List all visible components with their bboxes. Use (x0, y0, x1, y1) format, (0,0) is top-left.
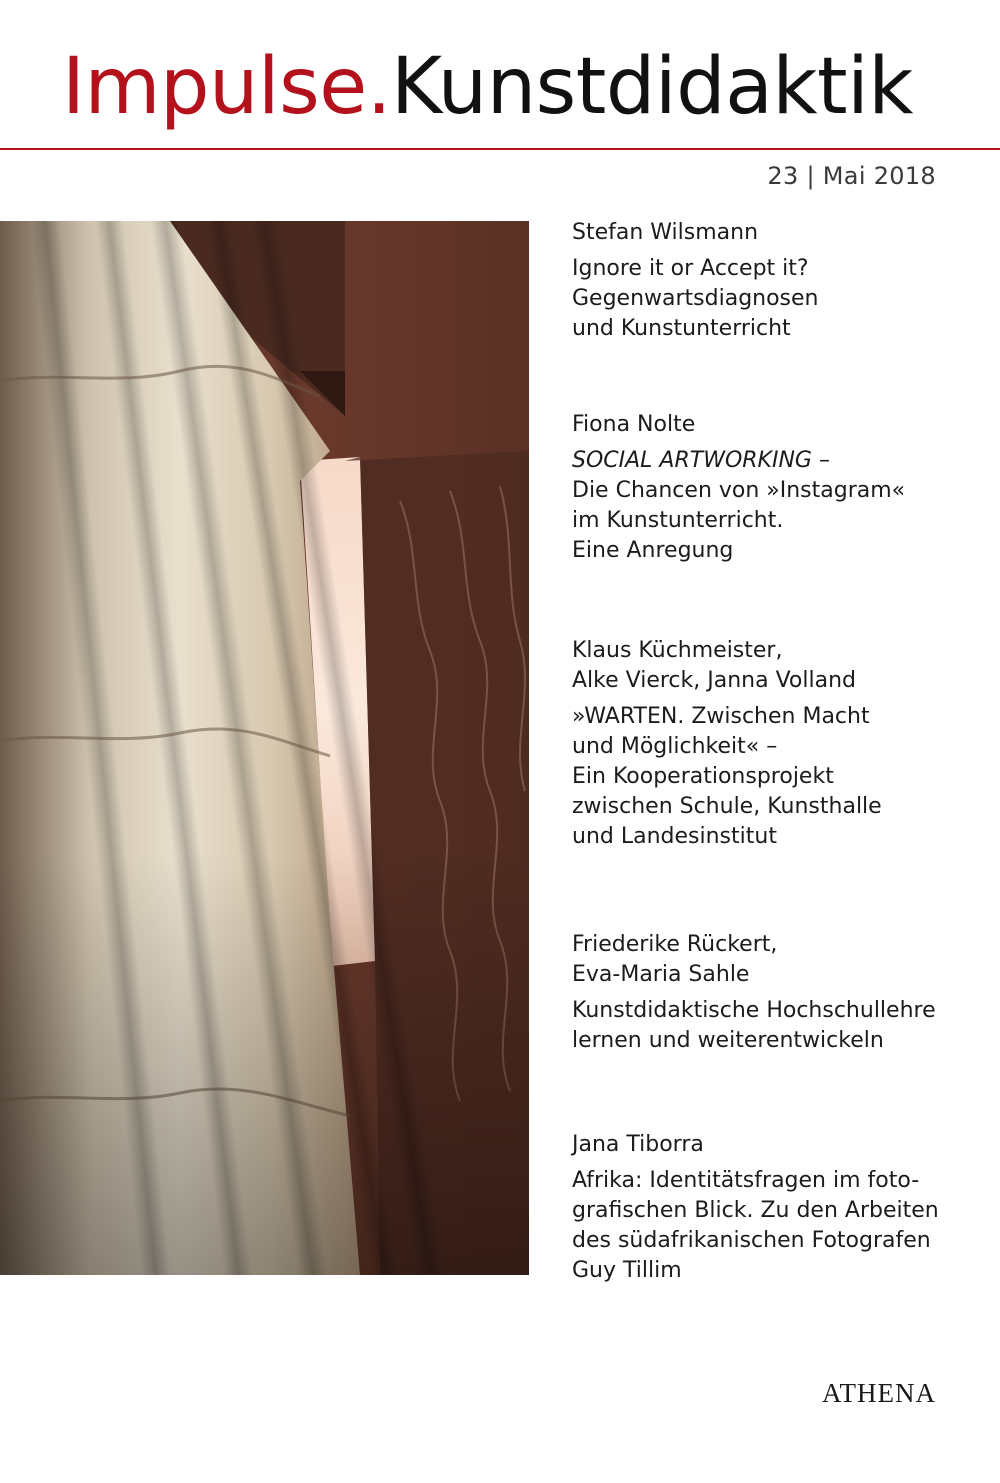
entry-author: Klaus Küchmeister, Alke Vierck, Janna Volland (572, 638, 856, 693)
entry-author: Stefan Wilsmann (572, 220, 759, 245)
toc-entry-5 (572, 1130, 972, 1286)
header-rule (0, 148, 1000, 150)
curtain-photo-illustration (0, 221, 529, 1275)
publisher-logo: ATHENA (822, 1378, 936, 1408)
toc-entry-1 (572, 218, 972, 344)
entry-title: »WARTEN. Zwischen Macht und Möglichkeit« – Ein Kooperationsprojekt zwischen Schule, Kunsthalle und Landesinstitut (572, 704, 882, 849)
entry-title: SOCIAL ARTWORKING – Die Chancen von »Instagram« im Kunstunterricht. Eine Anregung (572, 448, 906, 563)
entry-author: Fiona Nolte (572, 412, 696, 437)
entry-author: Jana Tiborra (572, 1132, 704, 1157)
toc-entry-4 (572, 930, 972, 1056)
masthead-kunstdidaktik: Kunstdidaktik (391, 42, 913, 132)
entry-title: Afrika: Identitätsfragen im foto- grafischen Blick. Zu den Arbeiten des südafrikanischen Fotografen Guy Tillim (572, 1168, 939, 1283)
toc-entry-3 (572, 636, 972, 852)
entry-title: Kunstdidaktische Hochschullehre lernen und weiterentwickeln (572, 998, 936, 1053)
issue-date: 23 | Mai 2018 (767, 162, 936, 190)
toc-entry-2 (572, 410, 972, 566)
cover-photo (0, 221, 529, 1275)
masthead-impulse: Impulse. (62, 42, 392, 132)
entry-author: Friederike Rückert, Eva-Maria Sahle (572, 932, 778, 987)
masthead-title (62, 42, 913, 132)
entry-title: Ignore it or Accept it? Gegenwartsdiagnosen und Kunstunterricht (572, 256, 819, 341)
